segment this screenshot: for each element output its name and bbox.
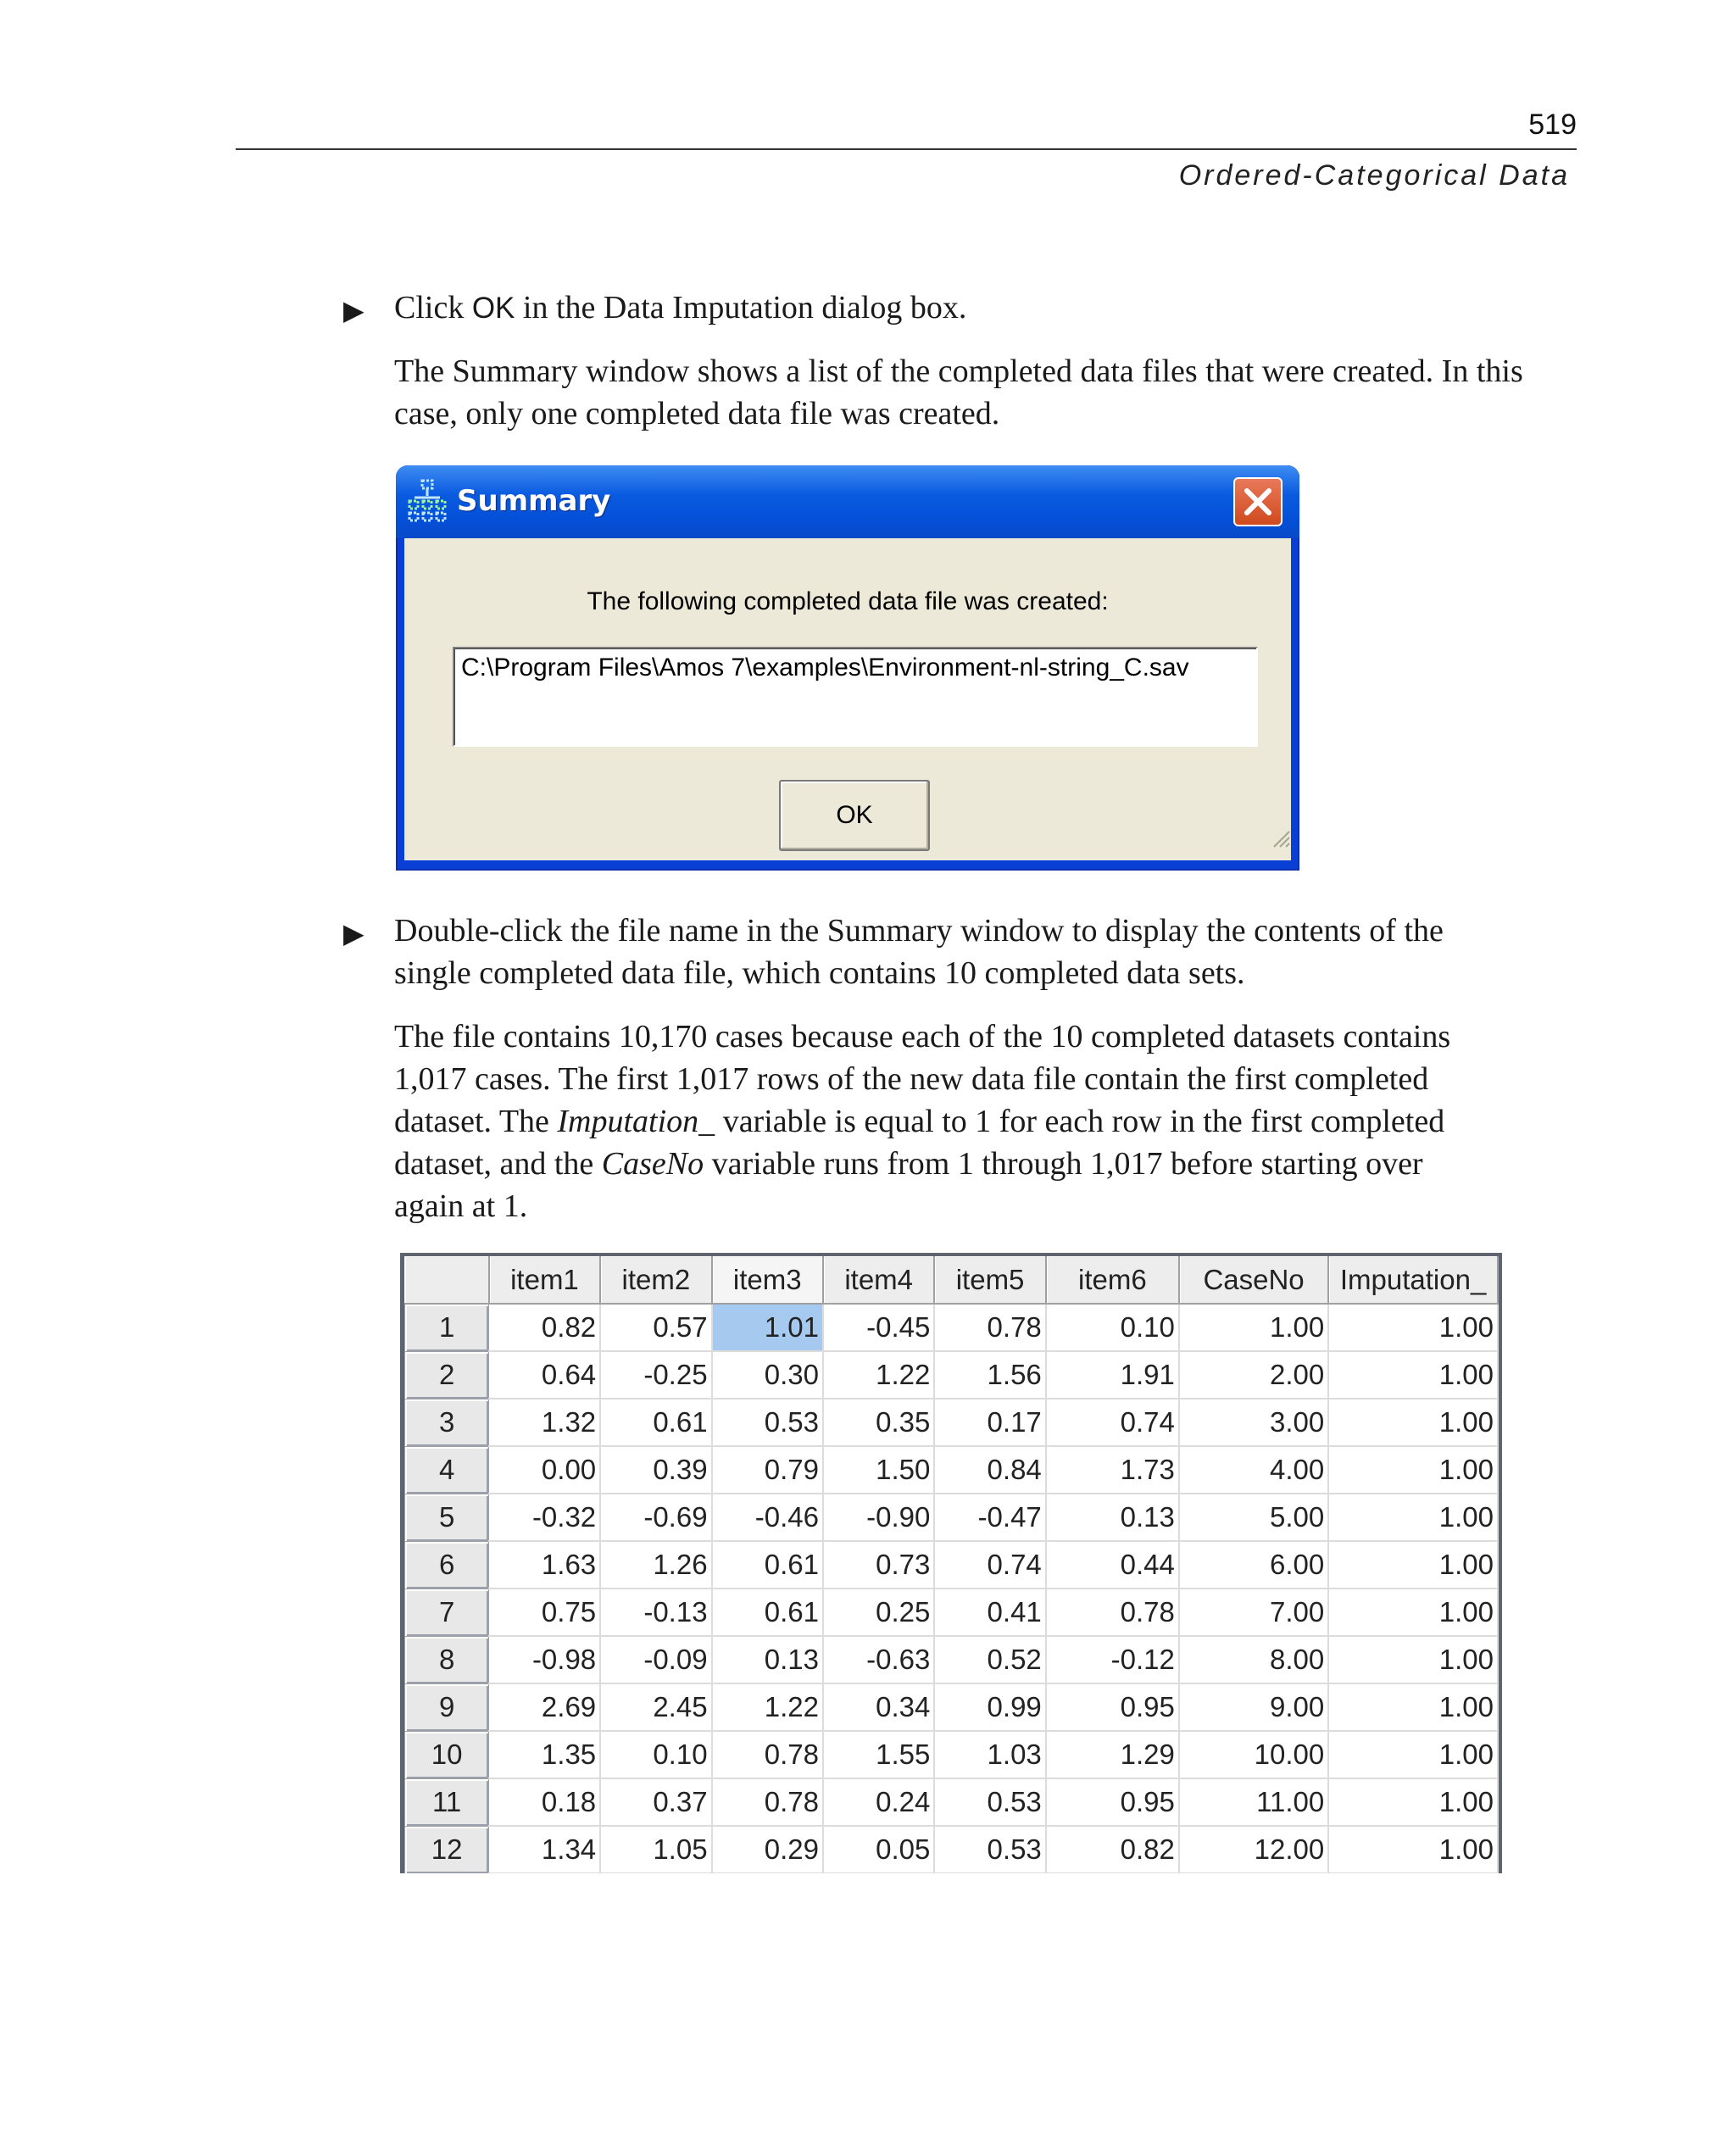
file-list-item[interactable]: C:\Program Files\Amos 7\examples\Environment-nl-string_C.sav bbox=[461, 654, 1189, 682]
table-cell[interactable]: 0.57 bbox=[600, 1304, 711, 1351]
table-cell[interactable]: 0.13 bbox=[1046, 1494, 1179, 1541]
table-row[interactable] bbox=[405, 1399, 1499, 1446]
text-run: variable is equal to 1 for each row in the first completed bbox=[715, 1104, 1445, 1139]
table-cell[interactable]: 0.24 bbox=[823, 1778, 934, 1826]
ok-button[interactable]: OK bbox=[779, 780, 930, 851]
table-cell[interactable]: 1.91 bbox=[1046, 1351, 1179, 1399]
paragraph-line: 1,017 cases. The first 1,017 rows of the new data file contain the first completed bbox=[394, 1061, 1429, 1097]
summary-paragraph bbox=[394, 350, 1581, 435]
table-cell[interactable]: 1.29 bbox=[1046, 1731, 1179, 1778]
paragraph-line: The Summary window shows a list of the completed data files that were created. In this bbox=[394, 353, 1523, 389]
table-cell[interactable]: 0.10 bbox=[1046, 1304, 1179, 1351]
table-cell[interactable]: 0.99 bbox=[934, 1683, 1045, 1731]
table-cell[interactable]: 1.03 bbox=[934, 1731, 1045, 1778]
row-header[interactable]: 3 bbox=[405, 1399, 489, 1446]
paragraph-line: again at 1. bbox=[394, 1188, 528, 1224]
table-cell[interactable]: 1.22 bbox=[823, 1351, 934, 1399]
column-header-item6[interactable]: item6 bbox=[1046, 1256, 1179, 1304]
table-cell[interactable]: 3.00 bbox=[1179, 1399, 1328, 1446]
table-cell[interactable]: 1.00 bbox=[1328, 1589, 1498, 1636]
table-cell[interactable]: 0.84 bbox=[934, 1446, 1045, 1494]
table-cell[interactable]: 1.32 bbox=[489, 1399, 600, 1446]
paragraph-line: case, only one completed data file was created. bbox=[394, 396, 1000, 431]
table-cell[interactable]: 1.00 bbox=[1328, 1304, 1498, 1351]
table-cell[interactable]: 0.61 bbox=[712, 1589, 823, 1636]
variable-name: CaseNo bbox=[601, 1146, 704, 1182]
column-header-item3[interactable]: item3 bbox=[712, 1256, 823, 1304]
table-cell[interactable]: 1.00 bbox=[1328, 1731, 1498, 1778]
page-number: 519 bbox=[1528, 108, 1577, 141]
table-cell[interactable]: 2.69 bbox=[489, 1683, 600, 1731]
table-cell[interactable]: 11.00 bbox=[1179, 1778, 1328, 1826]
table-cell[interactable]: 0.78 bbox=[712, 1778, 823, 1826]
table-row[interactable] bbox=[405, 1589, 1499, 1636]
table-cell[interactable]: 5.00 bbox=[1179, 1494, 1328, 1541]
table-cell[interactable]: 9.00 bbox=[1179, 1683, 1328, 1731]
row-header[interactable]: 4 bbox=[405, 1446, 489, 1494]
row-header[interactable]: 7 bbox=[405, 1589, 489, 1636]
table-cell[interactable]: -0.25 bbox=[600, 1351, 711, 1399]
dialog-title: Summary bbox=[457, 484, 611, 518]
table-cell[interactable]: -0.32 bbox=[489, 1494, 600, 1541]
table-row[interactable] bbox=[405, 1636, 1499, 1683]
table-cell[interactable]: 0.61 bbox=[600, 1399, 711, 1446]
table-cell[interactable]: 1.05 bbox=[600, 1826, 711, 1873]
table-cell[interactable]: 0.00 bbox=[489, 1446, 600, 1494]
text-run: variable runs from 1 through 1,017 before starting over bbox=[704, 1146, 1423, 1182]
paragraph-line: The file contains 10,170 cases because each of the 10 completed datasets contains bbox=[394, 1019, 1451, 1054]
data-table bbox=[404, 1256, 1499, 1873]
summary-dialog bbox=[396, 465, 1299, 871]
dialog-body bbox=[404, 538, 1291, 860]
amos-diagram-icon bbox=[408, 479, 447, 523]
table-cell[interactable]: -0.12 bbox=[1046, 1636, 1179, 1683]
table-cell[interactable]: 1.00 bbox=[1328, 1826, 1498, 1873]
step1-ok-word: OK bbox=[471, 292, 515, 325]
table-cell[interactable]: 0.82 bbox=[1046, 1826, 1179, 1873]
table-cell[interactable]: 1.00 bbox=[1328, 1683, 1498, 1731]
dialog-message: The following completed data file was created: bbox=[587, 587, 1109, 615]
dialog-titlebar[interactable] bbox=[396, 465, 1299, 538]
table-cell[interactable]: 0.44 bbox=[1046, 1541, 1179, 1589]
table-row[interactable] bbox=[405, 1826, 1499, 1873]
table-cell[interactable]: 0.34 bbox=[823, 1683, 934, 1731]
column-header-caseno[interactable]: CaseNo bbox=[1179, 1256, 1328, 1304]
table-cell[interactable]: 0.30 bbox=[712, 1351, 823, 1399]
table-cell[interactable]: 0.05 bbox=[823, 1826, 934, 1873]
column-header-item1[interactable]: item1 bbox=[489, 1256, 600, 1304]
table-cell[interactable]: 1.34 bbox=[489, 1826, 600, 1873]
close-button[interactable] bbox=[1233, 477, 1283, 526]
table-cell[interactable]: 1.63 bbox=[489, 1541, 600, 1589]
table-row[interactable] bbox=[405, 1541, 1499, 1589]
table-cell[interactable]: 0.41 bbox=[934, 1589, 1045, 1636]
table-cell[interactable]: 1.00 bbox=[1179, 1304, 1328, 1351]
bullet-icon: ▶ bbox=[343, 918, 364, 949]
table-cell[interactable]: 1.00 bbox=[1328, 1541, 1498, 1589]
table-cell[interactable]: 0.37 bbox=[600, 1778, 711, 1826]
table-row[interactable] bbox=[405, 1446, 1499, 1494]
table-row[interactable] bbox=[405, 1778, 1499, 1826]
table-cell[interactable]: -0.69 bbox=[600, 1494, 711, 1541]
row-header[interactable]: 12 bbox=[405, 1826, 489, 1873]
step-double-click bbox=[394, 910, 1581, 994]
table-cell[interactable]: 0.78 bbox=[1046, 1589, 1179, 1636]
grid-corner[interactable] bbox=[405, 1256, 489, 1304]
paragraph-line: single completed data file, which contains 10 completed data sets. bbox=[394, 955, 1245, 991]
table-cell[interactable]: 0.64 bbox=[489, 1351, 600, 1399]
table-cell[interactable]: 1.35 bbox=[489, 1731, 600, 1778]
table-row[interactable] bbox=[405, 1683, 1499, 1731]
table-cell[interactable]: 1.56 bbox=[934, 1351, 1045, 1399]
row-header[interactable]: 9 bbox=[405, 1683, 489, 1731]
step1-text-after: in the Data Imputation dialog box. bbox=[515, 290, 967, 325]
table-cell[interactable]: 1.01 bbox=[712, 1304, 823, 1351]
table-cell[interactable]: 10.00 bbox=[1179, 1731, 1328, 1778]
table-cell[interactable]: 0.13 bbox=[712, 1636, 823, 1683]
step-click-ok bbox=[394, 287, 1581, 330]
table-cell[interactable]: 0.78 bbox=[934, 1304, 1045, 1351]
table-cell[interactable]: 0.78 bbox=[712, 1731, 823, 1778]
table-row[interactable] bbox=[405, 1304, 1499, 1351]
header-row bbox=[405, 1256, 1499, 1304]
row-header[interactable]: 5 bbox=[405, 1494, 489, 1541]
row-header[interactable]: 11 bbox=[405, 1778, 489, 1826]
table-cell[interactable]: -0.98 bbox=[489, 1636, 600, 1683]
table-cell[interactable]: 0.10 bbox=[600, 1731, 711, 1778]
table-cell[interactable]: 1.73 bbox=[1046, 1446, 1179, 1494]
table-cell[interactable]: 1.00 bbox=[1328, 1778, 1498, 1826]
table-cell[interactable]: 1.00 bbox=[1328, 1399, 1498, 1446]
table-cell[interactable]: 1.22 bbox=[712, 1683, 823, 1731]
table-cell[interactable]: -0.90 bbox=[823, 1494, 934, 1541]
table-cell[interactable]: 0.95 bbox=[1046, 1778, 1179, 1826]
table-cell[interactable]: 2.45 bbox=[600, 1683, 711, 1731]
table-cell[interactable]: 0.29 bbox=[712, 1826, 823, 1873]
data-grid bbox=[400, 1253, 1502, 1873]
text-run: dataset, and the bbox=[394, 1146, 602, 1182]
table-cell[interactable]: -0.45 bbox=[823, 1304, 934, 1351]
paragraph-line: Double-click the file name in the Summary window to display the contents of the bbox=[394, 913, 1444, 949]
table-cell[interactable]: 0.52 bbox=[934, 1636, 1045, 1683]
table-cell[interactable]: 0.53 bbox=[934, 1778, 1045, 1826]
table-cell[interactable]: -0.13 bbox=[600, 1589, 711, 1636]
bullet-icon: ▶ bbox=[343, 295, 364, 325]
table-cell[interactable]: 0.25 bbox=[823, 1589, 934, 1636]
table-cell[interactable]: 0.74 bbox=[934, 1541, 1045, 1589]
paragraph-line bbox=[394, 1143, 1581, 1185]
step1-text-before: Click bbox=[394, 290, 472, 325]
table-cell[interactable]: 0.74 bbox=[1046, 1399, 1179, 1446]
table-cell[interactable]: 2.00 bbox=[1179, 1351, 1328, 1399]
table-cell[interactable]: 1.00 bbox=[1328, 1351, 1498, 1399]
cases-paragraph bbox=[394, 1015, 1581, 1227]
table-cell[interactable]: 0.53 bbox=[934, 1826, 1045, 1873]
table-cell[interactable]: 0.35 bbox=[823, 1399, 934, 1446]
table-cell[interactable]: 0.53 bbox=[712, 1399, 823, 1446]
table-cell[interactable]: 12.00 bbox=[1179, 1826, 1328, 1873]
table-cell[interactable]: 1.00 bbox=[1328, 1446, 1498, 1494]
table-cell[interactable]: 0.73 bbox=[823, 1541, 934, 1589]
column-header-item4[interactable]: item4 bbox=[823, 1256, 934, 1304]
table-cell[interactable]: 1.00 bbox=[1328, 1636, 1498, 1683]
table-row[interactable] bbox=[405, 1351, 1499, 1399]
row-header[interactable]: 6 bbox=[405, 1541, 489, 1589]
table-cell[interactable]: 1.50 bbox=[823, 1446, 934, 1494]
table-cell[interactable]: -0.47 bbox=[934, 1494, 1045, 1541]
table-cell[interactable]: 0.17 bbox=[934, 1399, 1045, 1446]
table-cell[interactable]: 4.00 bbox=[1179, 1446, 1328, 1494]
table-cell[interactable]: 0.75 bbox=[489, 1589, 600, 1636]
variable-name: Imputation_ bbox=[557, 1104, 715, 1139]
table-cell[interactable]: 0.61 bbox=[712, 1541, 823, 1589]
running-title: Ordered-Categorical Data bbox=[1178, 159, 1570, 192]
table-cell[interactable]: 0.95 bbox=[1046, 1683, 1179, 1731]
file-list-box[interactable] bbox=[453, 647, 1258, 747]
paragraph-line bbox=[394, 1100, 1581, 1143]
row-header[interactable]: 8 bbox=[405, 1636, 489, 1683]
table-cell[interactable]: -0.63 bbox=[823, 1636, 934, 1683]
column-header-item2[interactable]: item2 bbox=[600, 1256, 711, 1304]
row-header[interactable]: 10 bbox=[405, 1731, 489, 1778]
table-cell[interactable]: 0.82 bbox=[489, 1304, 600, 1351]
row-header[interactable]: 1 bbox=[405, 1304, 489, 1351]
table-cell[interactable]: -0.09 bbox=[600, 1636, 711, 1683]
resize-grip-icon[interactable] bbox=[1269, 826, 1291, 849]
table-cell[interactable]: 1.55 bbox=[823, 1731, 934, 1778]
table-cell[interactable]: 6.00 bbox=[1179, 1541, 1328, 1589]
table-cell[interactable]: 1.26 bbox=[600, 1541, 711, 1589]
column-header-imputation[interactable]: Imputation_ bbox=[1328, 1256, 1498, 1304]
table-cell[interactable]: 7.00 bbox=[1179, 1589, 1328, 1636]
table-cell[interactable]: 0.79 bbox=[712, 1446, 823, 1494]
column-header-item5[interactable]: item5 bbox=[934, 1256, 1045, 1304]
table-cell[interactable]: 0.18 bbox=[489, 1778, 600, 1826]
table-cell[interactable]: 8.00 bbox=[1179, 1636, 1328, 1683]
table-cell[interactable]: -0.46 bbox=[712, 1494, 823, 1541]
text-run: dataset. The bbox=[394, 1104, 558, 1139]
header-rule bbox=[236, 148, 1577, 150]
row-header[interactable]: 2 bbox=[405, 1351, 489, 1399]
table-cell[interactable]: 1.00 bbox=[1328, 1494, 1498, 1541]
table-row[interactable] bbox=[405, 1494, 1499, 1541]
close-icon bbox=[1235, 479, 1281, 525]
table-row[interactable] bbox=[405, 1731, 1499, 1778]
table-cell[interactable]: 0.39 bbox=[600, 1446, 711, 1494]
